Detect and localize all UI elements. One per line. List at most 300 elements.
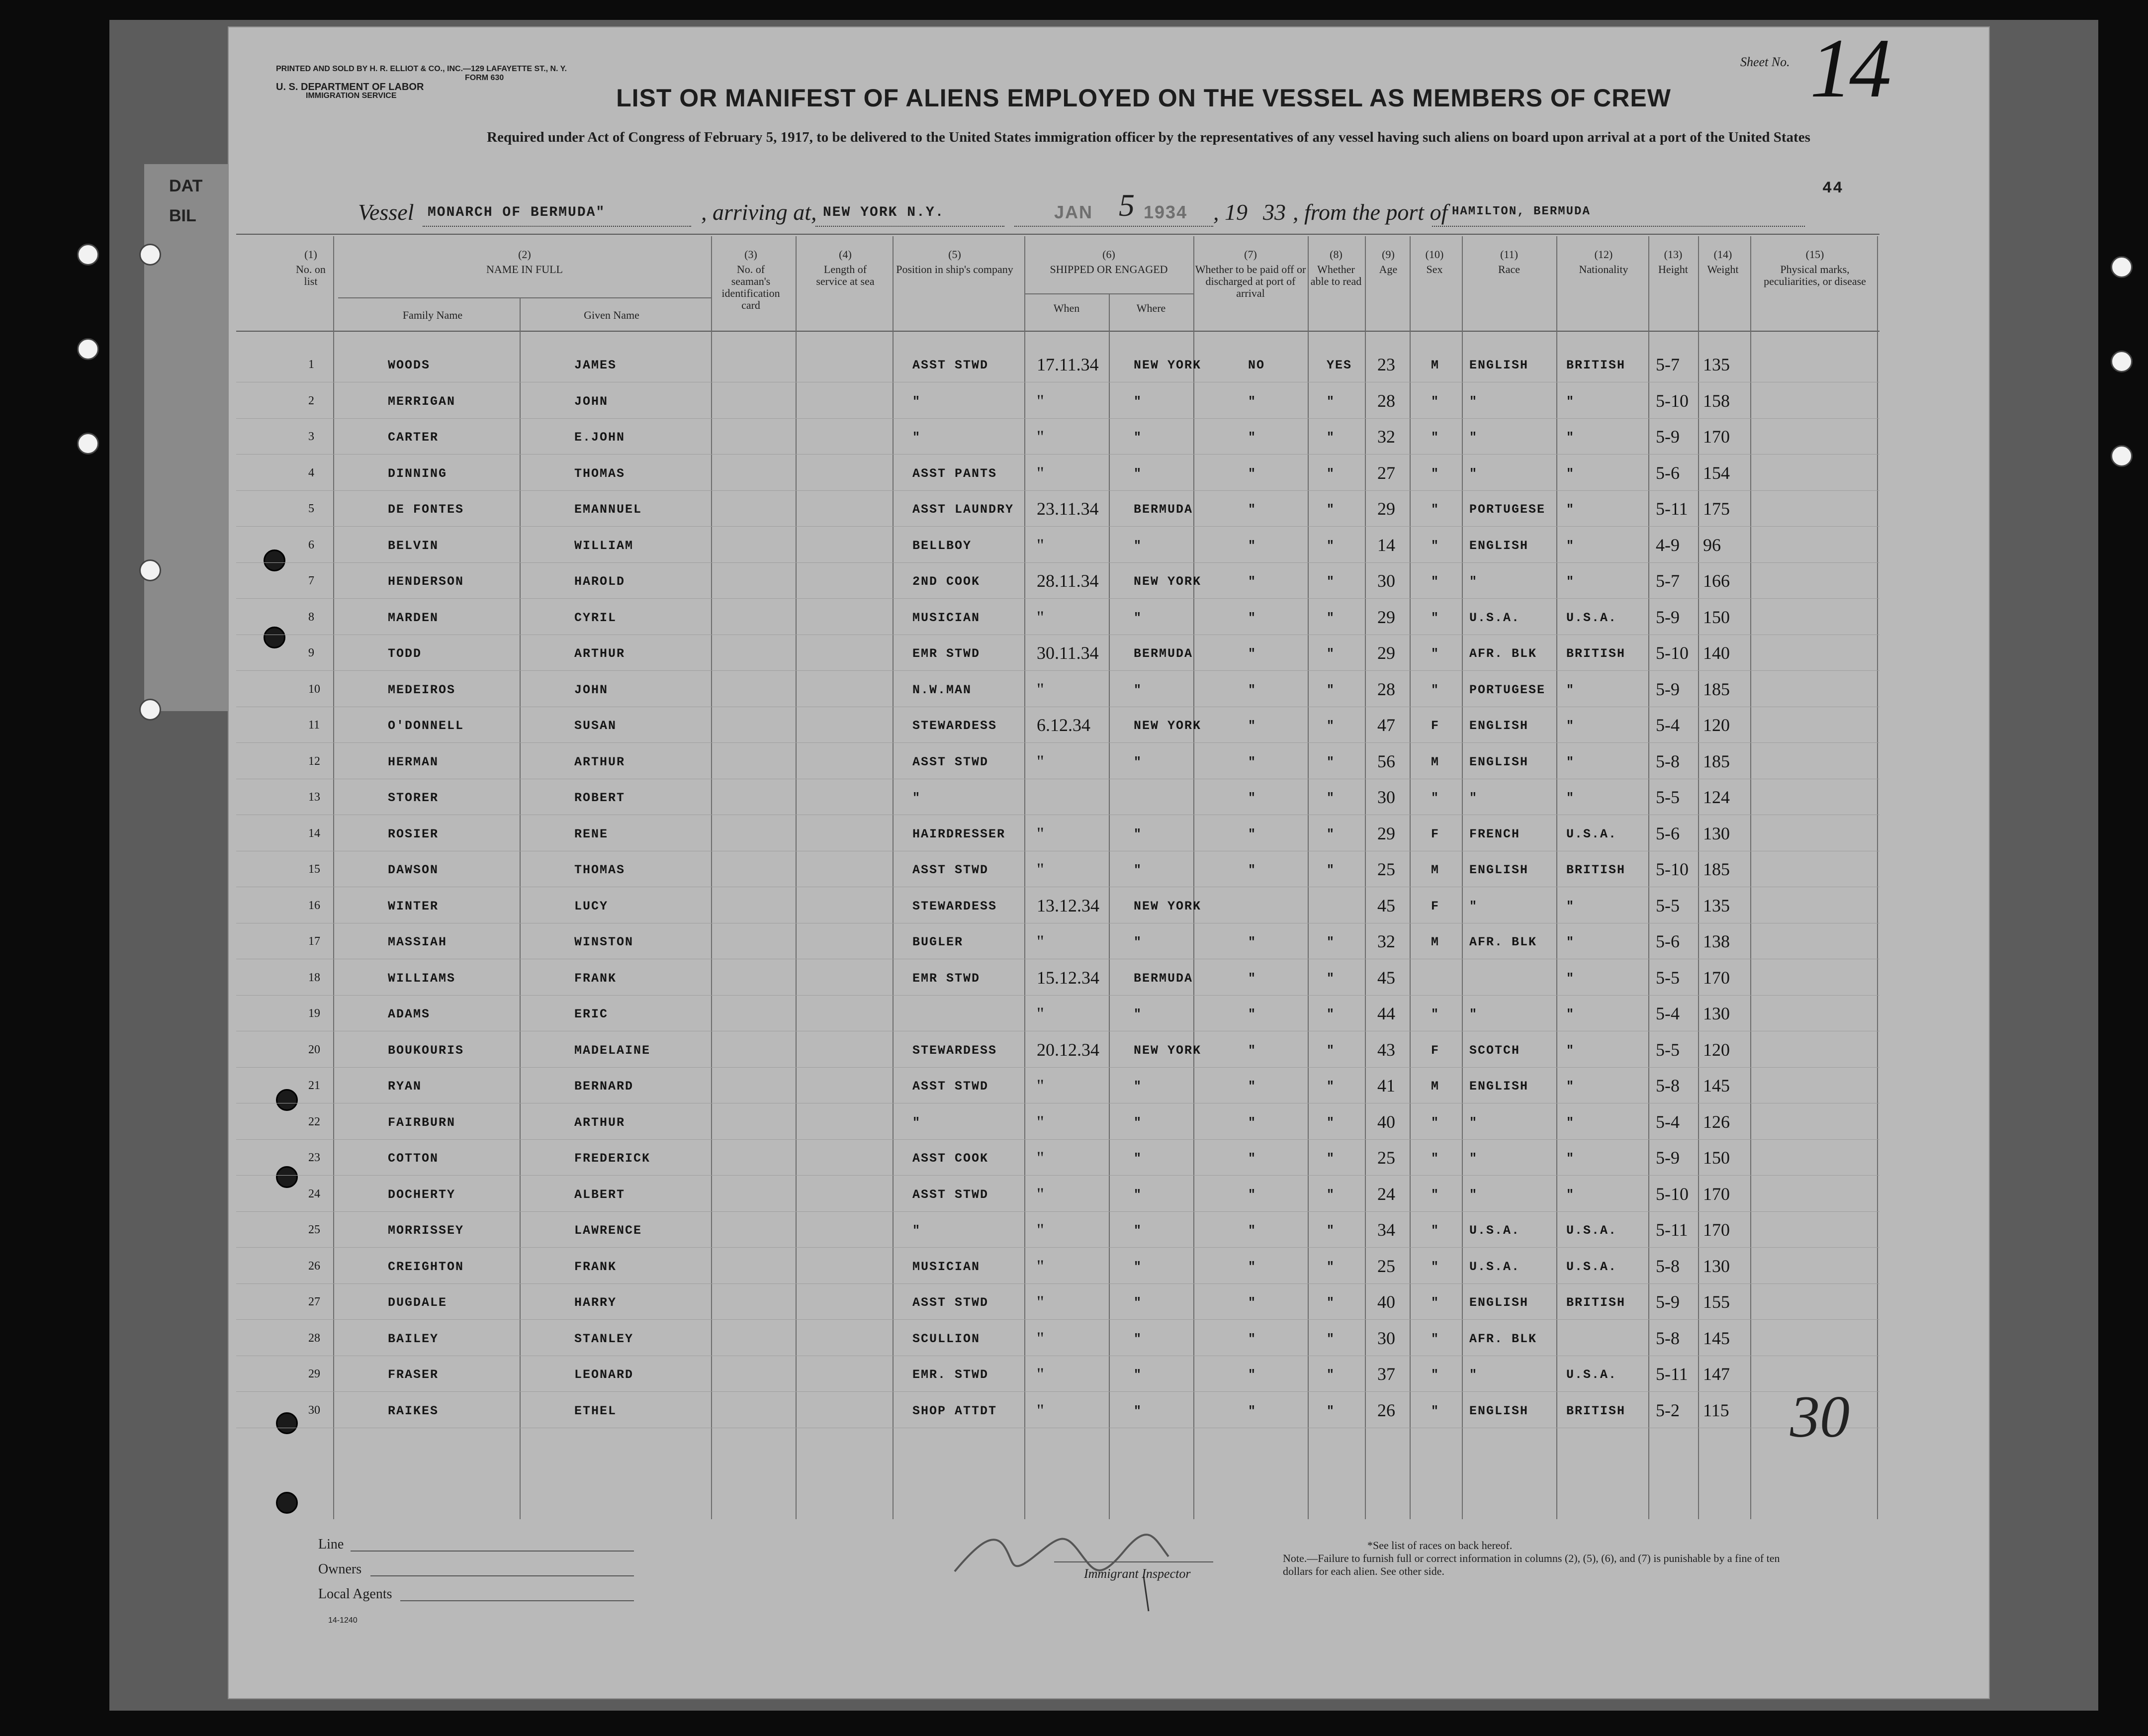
shipped-when-cell: 13.12.34	[1037, 896, 1099, 915]
punch-hole	[276, 1492, 298, 1514]
vessel-label: Vessel	[358, 199, 414, 225]
family-name-cell: FRASER	[388, 1368, 439, 1382]
row-rule	[236, 454, 1880, 455]
row-number-cell: 12	[308, 755, 320, 768]
row-number-cell: 4	[308, 466, 314, 479]
shipped-where-cell: BERMUDA	[1134, 646, 1193, 661]
col-read-header: (8) Whether able to read	[1310, 248, 1362, 287]
sex-cell: M	[1431, 863, 1440, 877]
column-divider	[333, 236, 334, 1519]
weight-cell: 166	[1703, 571, 1730, 591]
row-rule	[236, 418, 1880, 419]
nationality-cell: "	[1566, 1043, 1575, 1058]
punch-hole	[139, 244, 161, 266]
age-cell: 30	[1377, 571, 1395, 591]
weight-cell: 170	[1703, 968, 1730, 988]
family-name-cell: BOUKOURIS	[388, 1043, 464, 1058]
local-agents-field	[400, 1600, 634, 1601]
shipped-where-cell: "	[1134, 1079, 1143, 1094]
height-cell: 5-9	[1656, 1292, 1680, 1312]
height-cell: 4-9	[1656, 535, 1680, 555]
able-to-read-cell: "	[1327, 755, 1336, 769]
given-name-cell: LAWRENCE	[574, 1223, 642, 1238]
year-prefix: , 19	[1213, 199, 1248, 225]
nationality-cell: "	[1566, 394, 1575, 409]
weight-cell: 185	[1703, 751, 1730, 771]
given-name-cell: WINSTON	[574, 935, 634, 949]
given-name-cell: ARTHUR	[574, 1115, 626, 1130]
name-header-rule	[338, 297, 711, 298]
paid-off-cell: "	[1248, 394, 1257, 409]
race-cell: ENGLISH	[1469, 539, 1529, 553]
column-divider	[1877, 236, 1878, 1519]
sex-cell: "	[1431, 539, 1440, 553]
height-cell: 5-4	[1656, 715, 1680, 735]
col-height-header: (13) Height	[1658, 248, 1688, 275]
owners-field	[370, 1575, 634, 1576]
family-name-cell: COTTON	[388, 1151, 439, 1166]
weight-cell: 154	[1703, 463, 1730, 483]
punch-hole	[276, 1089, 298, 1111]
family-name-cell: MEDEIROS	[388, 683, 456, 697]
sex-cell: "	[1431, 1223, 1440, 1238]
department-name: U. S. DEPARTMENT OF LABOR	[276, 82, 424, 92]
height-cell: 5-5	[1656, 1040, 1680, 1060]
date-stamp-year: 1934	[1144, 202, 1188, 222]
position-cell: SCULLION	[912, 1332, 981, 1346]
weight-cell: 185	[1703, 679, 1730, 699]
row-rule	[236, 1283, 1880, 1284]
position-cell: ASST STWD	[912, 755, 989, 769]
family-name-cell: MASSIAH	[388, 935, 448, 949]
shipped-when-cell: "	[1037, 823, 1044, 843]
paid-off-cell: "	[1248, 1404, 1257, 1418]
position-cell: "	[912, 1223, 921, 1238]
line-label: Line	[318, 1537, 344, 1552]
able-to-read-cell: "	[1327, 574, 1336, 589]
family-name-cell: DAWSON	[388, 863, 439, 877]
able-to-read-cell: "	[1327, 935, 1336, 949]
col-shipped-header: (6) SHIPPED OR ENGAGED	[1050, 248, 1168, 275]
height-cell: 5-9	[1656, 1148, 1680, 1168]
age-cell: 29	[1377, 823, 1395, 843]
row-rule	[236, 1319, 1880, 1320]
shipped-when-cell: "	[1037, 427, 1044, 447]
sheet-number: 14	[1810, 21, 1888, 115]
race-cell: AFR. BLK	[1469, 646, 1537, 661]
sex-cell: F	[1431, 719, 1440, 733]
nationality-cell: "	[1566, 971, 1575, 986]
able-to-read-cell: "	[1327, 1223, 1336, 1238]
service-name: IMMIGRATION SERVICE	[306, 91, 397, 100]
col-position-header: (5) Position in ship's company	[896, 248, 1013, 275]
nationality-cell: "	[1566, 1188, 1575, 1202]
left-stub-text-1: DAT	[169, 177, 203, 195]
race-cell: ENGLISH	[1469, 1079, 1529, 1094]
race-cell: FRENCH	[1469, 827, 1521, 841]
sex-cell: "	[1431, 394, 1440, 409]
shipped-when-cell: "	[1037, 607, 1044, 627]
race-cell: "	[1469, 791, 1478, 805]
able-to-read-cell: "	[1327, 1295, 1336, 1310]
sex-cell: M	[1431, 935, 1440, 949]
row-number-cell: 16	[308, 899, 320, 912]
nationality-cell: "	[1566, 683, 1575, 697]
shipped-where-cell: NEW YORK	[1134, 899, 1202, 914]
row-number-cell: 8	[308, 611, 314, 624]
row-number-cell: 10	[308, 683, 320, 696]
height-cell: 5-9	[1656, 427, 1680, 447]
column-divider	[1024, 236, 1025, 1519]
nationality-cell: U.S.A.	[1566, 1368, 1617, 1382]
row-number-cell: 21	[308, 1079, 320, 1092]
weight-cell: 150	[1703, 607, 1730, 627]
row-rule	[236, 598, 1880, 599]
able-to-read-cell: "	[1327, 1007, 1336, 1021]
weight-cell: 170	[1703, 427, 1730, 447]
arriving-label: , arriving at,	[701, 199, 817, 225]
shipped-when-cell: "	[1037, 751, 1044, 771]
shipped-where-cell: "	[1134, 1007, 1143, 1021]
shipped-where-cell: "	[1134, 1368, 1143, 1382]
paid-off-cell: "	[1248, 430, 1257, 445]
height-cell: 5-7	[1656, 355, 1680, 374]
shipped-where-cell: "	[1134, 466, 1143, 481]
able-to-read-cell: "	[1327, 719, 1336, 733]
race-cell: "	[1469, 1007, 1478, 1021]
punch-hole	[139, 559, 161, 581]
position-cell: ASST STWD	[912, 358, 989, 372]
shipped-where-cell: "	[1134, 827, 1143, 841]
inspector-field	[1054, 1561, 1213, 1562]
punch-hole	[77, 244, 99, 266]
year-suffix: 33	[1263, 199, 1286, 225]
race-cell: "	[1469, 1368, 1478, 1382]
nationality-cell: "	[1566, 1079, 1575, 1094]
paid-off-cell: "	[1248, 1115, 1257, 1130]
row-number-cell: 26	[308, 1260, 320, 1273]
age-cell: 29	[1377, 643, 1395, 663]
position-cell: "	[912, 394, 921, 409]
column-divider	[1556, 236, 1557, 1519]
sex-cell: "	[1431, 791, 1440, 805]
position-cell: "	[912, 430, 921, 445]
sex-cell: "	[1431, 1295, 1440, 1310]
weight-cell: 135	[1703, 896, 1730, 915]
paid-off-cell: "	[1248, 1007, 1257, 1021]
family-name-cell: ROSIER	[388, 827, 439, 841]
col-physical-marks-header: (15) Physical marks, peculiarities, or disease	[1764, 248, 1866, 287]
nationality-cell: BRITISH	[1566, 1404, 1626, 1418]
row-number-cell: 2	[308, 394, 314, 407]
weight-cell: 170	[1703, 1220, 1730, 1240]
position-cell: ASST STWD	[912, 1188, 989, 1202]
sex-cell: F	[1431, 827, 1440, 841]
shipped-when-cell: "	[1037, 463, 1044, 483]
weight-cell: 130	[1703, 1256, 1730, 1276]
given-name-cell: STANLEY	[574, 1332, 634, 1346]
nationality-cell: BRITISH	[1566, 358, 1626, 372]
column-divider	[893, 236, 894, 1519]
header-top-rule	[236, 234, 1880, 235]
nationality-cell: "	[1566, 539, 1575, 553]
position-cell: EMR. STWD	[912, 1368, 989, 1382]
nationality-cell: BRITISH	[1566, 863, 1626, 877]
shipped-when-cell: "	[1037, 931, 1044, 951]
age-cell: 30	[1377, 1328, 1395, 1348]
shipped-where-cell: "	[1134, 1295, 1143, 1310]
position-cell: SHOP ATTDT	[912, 1404, 997, 1418]
family-name-cell: MORRISSEY	[388, 1223, 464, 1238]
age-cell: 37	[1377, 1364, 1395, 1384]
shipped-when-cell: "	[1037, 1220, 1044, 1240]
height-cell: 5-5	[1656, 787, 1680, 807]
height-cell: 5-6	[1656, 823, 1680, 843]
row-number-cell: 30	[308, 1404, 320, 1417]
age-cell: 40	[1377, 1112, 1395, 1132]
position-cell: ASST LAUNDRY	[912, 502, 1014, 517]
weight-cell: 120	[1703, 1040, 1730, 1060]
form-number: FORM 630	[465, 74, 504, 82]
shipped-where-cell: NEW YORK	[1134, 1043, 1202, 1058]
printer-credit: PRINTED AND SOLD BY H. R. ELLIOT & CO., INC.—129 LAFAYETTE ST., N. Y.	[276, 65, 567, 73]
row-number-cell: 18	[308, 971, 320, 984]
height-cell: 5-4	[1656, 1004, 1680, 1023]
shipped-when-cell: 17.11.34	[1037, 355, 1099, 374]
position-cell: ASST STWD	[912, 1295, 989, 1310]
height-cell: 5-9	[1656, 607, 1680, 627]
shipped-where-cell: "	[1134, 1151, 1143, 1166]
shipped-when-cell: "	[1037, 1292, 1044, 1312]
row-rule	[236, 995, 1880, 996]
race-cell: ENGLISH	[1469, 1404, 1529, 1418]
able-to-read-cell: YES	[1327, 358, 1352, 372]
paid-off-cell: "	[1248, 755, 1257, 769]
sex-cell: "	[1431, 1404, 1440, 1418]
height-cell: 5-6	[1656, 931, 1680, 951]
shipped-when-cell: "	[1037, 1364, 1044, 1384]
age-cell: 28	[1377, 391, 1395, 411]
height-cell: 5-2	[1656, 1400, 1680, 1420]
punch-hole	[264, 627, 285, 648]
family-name-cell: HERMAN	[388, 755, 439, 769]
age-cell: 45	[1377, 896, 1395, 915]
weight-cell: 155	[1703, 1292, 1730, 1312]
age-cell: 44	[1377, 1004, 1395, 1023]
weight-cell: 150	[1703, 1148, 1730, 1168]
race-cell: SCOTCH	[1469, 1043, 1521, 1058]
height-cell: 5-8	[1656, 1328, 1680, 1348]
family-name-cell: DUGDALE	[388, 1295, 448, 1310]
nationality-cell: "	[1566, 1151, 1575, 1166]
height-cell: 5-11	[1656, 1220, 1688, 1240]
weight-cell: 135	[1703, 355, 1730, 374]
shipped-when-cell: "	[1037, 1148, 1044, 1168]
nationality-cell: U.S.A.	[1566, 1260, 1617, 1274]
given-name-cell: LEONARD	[574, 1368, 634, 1382]
height-cell: 5-5	[1656, 896, 1680, 915]
race-cell: "	[1469, 1188, 1478, 1202]
position-cell: EMR STWD	[912, 646, 981, 661]
paid-off-cell: "	[1248, 827, 1257, 841]
family-name-cell: WILLIAMS	[388, 971, 456, 986]
col-age-header: (9) Age	[1379, 248, 1398, 275]
punch-hole	[139, 699, 161, 721]
family-name-cell: MERRIGAN	[388, 394, 456, 409]
sex-cell: M	[1431, 358, 1440, 372]
page-subtitle: Required under Act of Congress of February 5, 1917, to be delivered to the United States immigration officer by the representatives of any vessel having such aliens on board upon arrival at a port of the United States	[487, 129, 1810, 145]
shipped-when-cell: "	[1037, 1112, 1044, 1132]
page-title: LIST OR MANIFEST OF ALIENS EMPLOYED ON THE VESSEL AS MEMBERS OF CREW	[616, 84, 1671, 112]
nationality-cell: "	[1566, 935, 1575, 949]
weight-cell: 130	[1703, 823, 1730, 843]
shipped-where-cell: BERMUDA	[1134, 971, 1193, 986]
sex-cell: "	[1431, 1368, 1440, 1382]
shipped-when-cell: "	[1037, 1184, 1044, 1204]
column-divider	[1698, 236, 1699, 1519]
age-cell: 24	[1377, 1184, 1395, 1204]
row-number-cell: 3	[308, 430, 314, 443]
shipped-where-cell: "	[1134, 755, 1143, 769]
sex-cell: "	[1431, 683, 1440, 697]
sex-cell: "	[1431, 1151, 1440, 1166]
col-race-header: (11) Race	[1498, 248, 1520, 275]
age-cell: 47	[1377, 715, 1395, 735]
family-name-cell: HENDERSON	[388, 574, 464, 589]
given-name-cell: JAMES	[574, 358, 617, 372]
shipped-when-cell: "	[1037, 679, 1044, 699]
race-cell: "	[1469, 1115, 1478, 1130]
sex-cell: "	[1431, 1260, 1440, 1274]
column-divider	[520, 298, 521, 1519]
height-cell: 5-8	[1656, 1076, 1680, 1096]
race-cell: AFR. BLK	[1469, 935, 1537, 949]
col-where-header: Where	[1136, 302, 1166, 314]
shipped-where-cell: "	[1134, 683, 1143, 697]
age-cell: 32	[1377, 931, 1395, 951]
row-rule	[236, 490, 1880, 491]
footer-note	[1283, 1539, 1780, 1578]
punch-hole	[77, 433, 99, 455]
height-cell: 5-10	[1656, 643, 1689, 663]
position-cell: ASST STWD	[912, 863, 989, 877]
column-divider	[1109, 294, 1110, 1519]
shipped-where-cell: BERMUDA	[1134, 502, 1193, 517]
height-cell: 5-7	[1656, 571, 1680, 591]
shipped-where-cell: "	[1134, 1404, 1143, 1418]
departure-port: HAMILTON, BERMUDA	[1452, 205, 1591, 218]
column-divider	[1193, 236, 1194, 1519]
handwritten-total: 30	[1790, 1383, 1850, 1450]
shipped-when-cell: "	[1037, 1256, 1044, 1276]
column-divider	[1648, 236, 1649, 1519]
weight-cell: 145	[1703, 1328, 1730, 1348]
race-cell: "	[1469, 574, 1478, 589]
shipped-where-cell: "	[1134, 935, 1143, 949]
able-to-read-cell: "	[1327, 394, 1336, 409]
able-to-read-cell: "	[1327, 1260, 1336, 1274]
position-cell: ASST STWD	[912, 1079, 989, 1094]
nationality-cell: U.S.A.	[1566, 611, 1617, 625]
able-to-read-cell: "	[1327, 430, 1336, 445]
shipped-where-cell: NEW YORK	[1134, 574, 1202, 589]
shipped-where-cell: "	[1134, 394, 1143, 409]
weight-cell: 115	[1703, 1400, 1729, 1420]
paid-off-cell: "	[1248, 502, 1257, 517]
given-name-cell: JOHN	[574, 683, 609, 697]
col-weight-header: (14) Weight	[1707, 248, 1739, 275]
column-divider	[796, 236, 797, 1519]
weight-cell: 126	[1703, 1112, 1730, 1132]
row-number-cell: 22	[308, 1115, 320, 1128]
position-cell: ASST PANTS	[912, 466, 997, 481]
position-cell: "	[912, 1115, 921, 1130]
race-cell: "	[1469, 1151, 1478, 1166]
able-to-read-cell: "	[1327, 791, 1336, 805]
race-cell: ENGLISH	[1469, 1295, 1529, 1310]
able-to-read-cell: "	[1327, 646, 1336, 661]
nationality-cell: "	[1566, 899, 1575, 914]
family-name-cell: DINNING	[388, 466, 448, 481]
age-cell: 32	[1377, 427, 1395, 447]
race-cell: U.S.A.	[1469, 611, 1521, 625]
nationality-cell: "	[1566, 755, 1575, 769]
shipped-when-cell: "	[1037, 1076, 1044, 1096]
col-name-header: (2) NAME IN FULL	[486, 248, 563, 275]
shipped-where-cell: "	[1134, 539, 1143, 553]
given-name-cell: SUSAN	[574, 719, 617, 733]
able-to-read-cell: "	[1327, 1404, 1336, 1418]
column-divider	[1308, 236, 1309, 1519]
row-number-cell: 1	[308, 358, 314, 371]
sex-cell: "	[1431, 611, 1440, 625]
row-number-cell: 25	[308, 1223, 320, 1236]
shipped-when-cell: "	[1037, 1400, 1044, 1420]
sex-cell: "	[1431, 646, 1440, 661]
row-number-cell: 7	[308, 574, 314, 587]
col-nationality-header: (12) Nationality	[1579, 248, 1628, 275]
given-name-cell: MADELAINE	[574, 1043, 651, 1058]
row-rule	[236, 1247, 1880, 1248]
shipped-where-cell: NEW YORK	[1134, 358, 1202, 372]
nationality-cell: U.S.A.	[1566, 827, 1617, 841]
row-number-cell: 29	[308, 1368, 320, 1380]
race-cell: AFR. BLK	[1469, 1332, 1537, 1346]
given-name-cell: CYRIL	[574, 611, 617, 625]
column-divider	[1462, 236, 1463, 1519]
punch-hole	[276, 1412, 298, 1434]
age-cell: 29	[1377, 499, 1395, 519]
race-cell: PORTUGESE	[1469, 683, 1546, 697]
paid-off-cell: "	[1248, 791, 1257, 805]
sex-cell: M	[1431, 755, 1440, 769]
able-to-read-cell: "	[1327, 863, 1336, 877]
paid-off-cell: "	[1248, 971, 1257, 986]
shipped-when-cell: 15.12.34	[1037, 968, 1099, 988]
sex-cell: F	[1431, 899, 1440, 914]
sex-cell: "	[1431, 430, 1440, 445]
position-cell: N.W.MAN	[912, 683, 972, 697]
given-name-cell: FREDERICK	[574, 1151, 651, 1166]
weight-cell: 147	[1703, 1364, 1730, 1384]
age-cell: 34	[1377, 1220, 1395, 1240]
given-name-cell: E.JOHN	[574, 430, 626, 445]
position-cell: EMR STWD	[912, 971, 981, 986]
able-to-read-cell: "	[1327, 971, 1336, 986]
row-number-cell: 14	[308, 827, 320, 840]
paid-off-cell: "	[1248, 1188, 1257, 1202]
alien-count: 44	[1822, 179, 1844, 197]
